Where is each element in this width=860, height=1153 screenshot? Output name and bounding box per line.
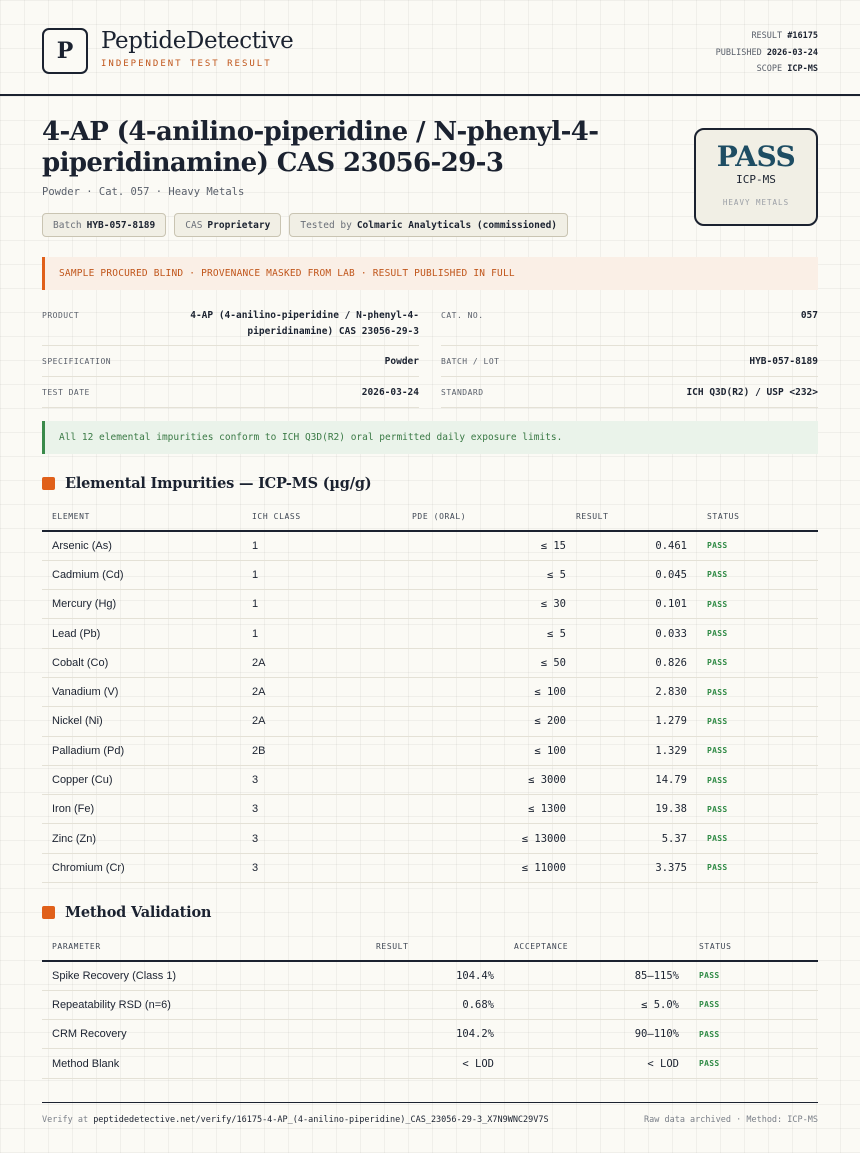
class-cell: 3 [242,824,402,853]
status-badge: PASS [687,560,818,589]
result-cell: 104.2% [366,1020,494,1049]
result-cell: 0.826 [566,648,687,677]
pde-cell: ≤ 100 [402,736,566,765]
pde-cell: ≤ 13000 [402,824,566,853]
class-cell: 2A [242,677,402,706]
pde-cell: ≤ 100 [402,677,566,706]
pde-cell: ≤ 5 [402,619,566,648]
verdict-category: HEAVY METALS [722,198,790,207]
brand-name: PeptideDetective [101,28,294,54]
cas-chip [174,213,281,237]
verdict-method: ICP-MS [736,173,776,186]
pde-cell: ≤ 11000 [402,853,566,882]
status-badge: PASS [687,853,818,882]
table-row [42,853,818,882]
element-cell: Cadmium (Cd) [42,560,242,589]
element-cell: Arsenic (As) [42,531,242,560]
validation-section-title [42,904,211,921]
result-cell: < LOD [366,1049,494,1078]
result-cell: 104.4% [366,961,494,990]
class-cell: 1 [242,619,402,648]
acceptance-cell: ≤ 5.0% [494,990,679,1019]
status-badge: PASS [687,736,818,765]
report-footer [42,1102,818,1125]
section-heading: Method Validation [65,904,212,921]
verify-label: Verify at [42,1115,89,1125]
result-cell: 0.045 [566,560,687,589]
table-row [42,1020,818,1049]
element-cell: Palladium (Pd) [42,736,242,765]
col-header: ACCEPTANCE [494,933,679,961]
result-cell: 0.461 [566,531,687,560]
pde-cell: ≤ 30 [402,590,566,619]
element-cell: Chromium (Cr) [42,853,242,882]
result-cell: 5.37 [566,824,687,853]
table-row [42,990,818,1019]
pde-cell: ≤ 1300 [402,795,566,824]
status-badge: PASS [679,961,818,990]
class-cell: 2A [242,648,402,677]
status-badge: PASS [687,765,818,794]
class-cell: 1 [242,560,402,589]
verdict-card [694,128,818,226]
class-cell: 1 [242,531,402,560]
status-badge: PASS [687,707,818,736]
info-value: 2026-03-24 [361,387,419,398]
info-date [42,377,419,408]
table-row [42,560,818,589]
table-row [42,795,818,824]
info-label: TEST DATE [42,388,90,397]
status-badge: PASS [687,648,818,677]
verdict-text: PASS [716,140,796,173]
parameter-cell: CRM Recovery [42,1020,366,1049]
table-header-row [42,503,818,531]
table-header-row [42,933,818,961]
status-badge: PASS [679,1049,818,1078]
section-marker-icon [42,906,55,919]
status-badge: PASS [687,590,818,619]
pde-cell: ≤ 5 [402,560,566,589]
acceptance-cell: < LOD [494,1049,679,1078]
validation-table [42,933,818,1079]
table-row [42,677,818,706]
element-cell: Zinc (Zn) [42,824,242,853]
result-cell: 0.68% [366,990,494,1019]
impurities-table [42,503,818,883]
verify-link[interactable]: peptidedetective.net/verify/16175-4-AP_(4-anilino-piperidine)_CAS_23056-29-3_X7N9WNC29V7S [93,1115,549,1125]
element-cell: Copper (Cu) [42,765,242,794]
conformance-banner: All 12 elemental impurities conform to ICH Q3D(R2) oral permitted daily exposure limits. [42,421,818,454]
info-standard [441,377,818,408]
result-id: #16175 [787,31,818,41]
status-badge: PASS [687,677,818,706]
table-row [42,531,818,560]
col-header: ELEMENT [42,503,242,531]
element-cell: Iron (Fe) [42,795,242,824]
info-batch [441,346,818,377]
chip-label: Batch [53,219,82,231]
class-cell: 2B [242,736,402,765]
result-cell: 0.033 [566,619,687,648]
info-value: ICH Q3D(R2) / USP <232> [686,387,818,398]
chip-row [42,213,568,237]
pde-cell: ≤ 15 [402,531,566,560]
table-row [42,736,818,765]
info-product [42,306,419,346]
info-value: HYB-057-8189 [749,356,818,367]
result-cell: 19.38 [566,795,687,824]
parameter-cell: Repeatability RSD (n=6) [42,990,366,1019]
info-value: 4-AP (4-anilino-piperidine / N-phenyl-4- piperidinamine) CAS 23056-29-3 [190,310,419,337]
col-header: ICH CLASS [242,503,402,531]
result-cell: 0.101 [566,590,687,619]
class-cell: 3 [242,795,402,824]
scope-label: SCOPE [756,64,783,74]
acceptance-cell: 85–115% [494,961,679,990]
table-row [42,961,818,990]
element-cell: Vanadium (V) [42,677,242,706]
status-badge: PASS [687,531,818,560]
verify-line [42,1115,549,1125]
class-cell: 3 [242,765,402,794]
info-label: STANDARD [441,388,484,397]
pde-cell: ≤ 200 [402,707,566,736]
scope-value: ICP-MS [787,64,818,74]
result-cell: 1.279 [566,707,687,736]
table-row [42,765,818,794]
element-cell: Mercury (Hg) [42,590,242,619]
tested-by-chip [289,213,568,237]
report-meta [716,28,818,78]
class-cell: 3 [242,853,402,882]
element-cell: Lead (Pb) [42,619,242,648]
status-badge: PASS [687,619,818,648]
product-title: 4-AP (4-anilino-piperidine / N-phenyl-4-piperidinamine) CAS 23056-29-3 [42,117,599,178]
table-row [42,590,818,619]
info-spec [42,346,419,377]
result-cell: 2.830 [566,677,687,706]
col-header: STATUS [687,503,818,531]
published-label: PUBLISHED [715,47,762,58]
blind-procurement-notice: SAMPLE PROCURED BLIND · PROVENANCE MASKED FROM LAB · RESULT PUBLISHED IN FULL [42,257,818,290]
col-header: PARAMETER [42,933,366,961]
section-heading: Elemental Impurities — ICP-MS (µg/g) [65,475,372,492]
col-header: STATUS [679,933,818,961]
chip-value: Proprietary [207,219,271,231]
pde-cell: ≤ 50 [402,648,566,677]
col-header: RESULT [366,933,494,961]
table-row [42,824,818,853]
parameter-cell: Method Blank [42,1049,366,1078]
element-cell: Cobalt (Co) [42,648,242,677]
chip-label: Tested by [300,219,352,231]
result-cell: 14.79 [566,765,687,794]
chip-value: Colmaric Analyticals (commissioned) [356,219,558,231]
chip-label: CAS [185,219,203,231]
published-date: 2026-03-24 [766,47,818,58]
status-badge: PASS [687,824,818,853]
batch-chip [42,213,166,237]
status-badge: PASS [687,795,818,824]
status-badge: PASS [679,990,818,1019]
result-cell: 1.329 [566,736,687,765]
brand-logo: P [42,28,88,74]
acceptance-cell: 90–110% [494,1020,679,1049]
chip-value: HYB-057-8189 [86,219,156,231]
impurities-section-title [42,475,371,492]
archive-note: Raw data archived · Method: ICP-MS [644,1115,818,1125]
col-header: PDE (ORAL) [402,503,566,531]
class-cell: 1 [242,590,402,619]
result-label: RESULT [751,31,783,41]
info-label: PRODUCT [42,311,80,320]
info-label: CAT. NO. [441,311,484,320]
brand-tagline: INDEPENDENT TEST RESULT [101,59,272,69]
product-subtitle: Powder · Cat. 057 · Heavy Metals [42,186,245,198]
result-cell: 3.375 [566,853,687,882]
element-cell: Nickel (Ni) [42,707,242,736]
table-row [42,1049,818,1078]
table-row [42,619,818,648]
info-cat [441,306,818,346]
info-label: BATCH / LOT [441,357,500,366]
status-badge: PASS [679,1020,818,1049]
info-value: 057 [800,310,818,321]
table-row [42,648,818,677]
class-cell: 2A [242,707,402,736]
info-label: SPECIFICATION [42,357,112,366]
col-header: RESULT [566,503,687,531]
info-value: Powder [384,356,419,367]
table-row [42,707,818,736]
parameter-cell: Spike Recovery (Class 1) [42,961,366,990]
section-marker-icon [42,477,55,490]
pde-cell: ≤ 3000 [402,765,566,794]
report-header [0,0,860,96]
